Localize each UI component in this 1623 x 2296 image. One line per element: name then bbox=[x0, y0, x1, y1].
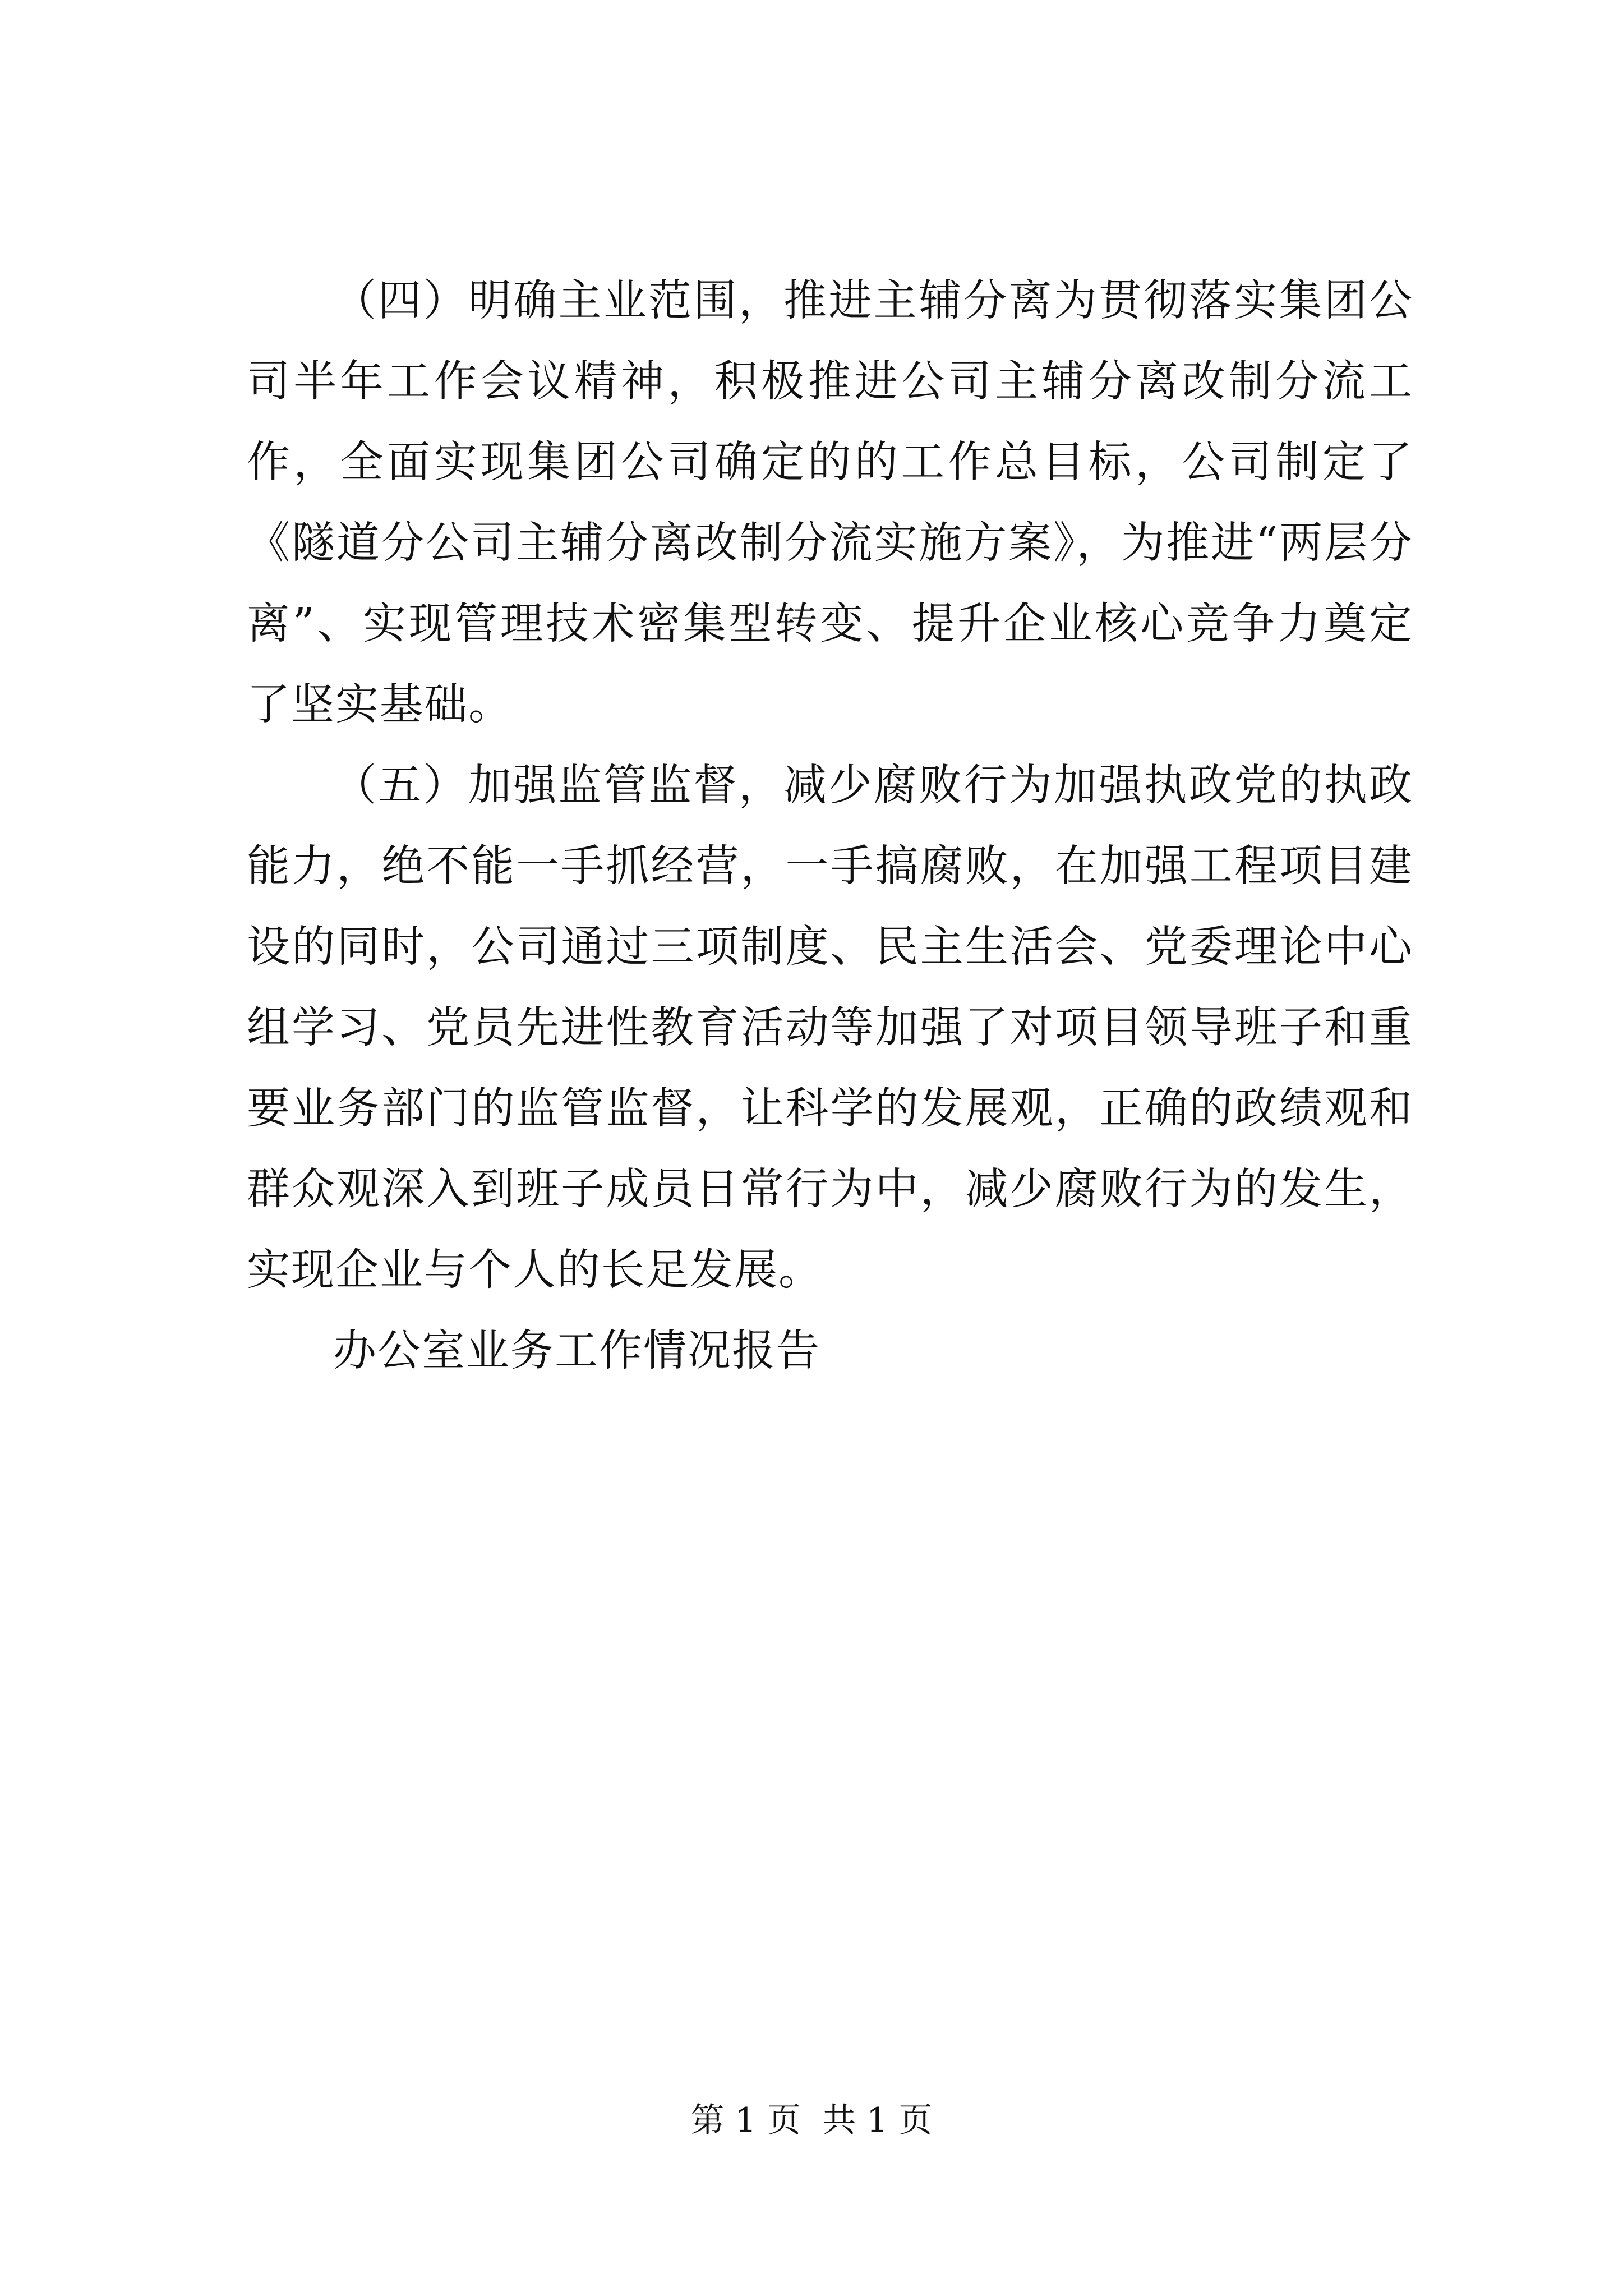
paragraph-section-5: （五）加强监管监督，减少腐败行为加强执政党的执政能力，绝不能一手抓经营，一手搞腐败，在加强工程项目建设的同时，公司通过三项制度、民主生活会、党委理论中心组学习、党员先进性教育活动等加强了对项目领导班子和重要业务部门的监管监督，让科学的发展观，正确的政绩观和群众观深入到班子成员日常行为中，减少腐败行为的发生，实现企业与个人的长足发展。 bbox=[247, 761, 1413, 1295]
document-body bbox=[247, 261, 1413, 1392]
paragraph-section-4: （四）明确主业范围，推进主辅分离为贯彻落实集团公司半年工作会议精神，积极推进公司主辅分离改制分流工作，全面实现集团公司确定的的工作总目标，公司制定了《隧道分公司主辅分离改制分流实施方案》，为推进“两层分离”、实现管理技术密集型转变、提升企业核心竞争力奠定了坚实基础。 bbox=[247, 276, 1413, 730]
page-number-label: 第 1 页 共 1 页 bbox=[690, 2101, 933, 2140]
page-footer bbox=[0, 2098, 1623, 2143]
report-title-line: 办公室业务工作情况报告 bbox=[333, 1326, 820, 1376]
